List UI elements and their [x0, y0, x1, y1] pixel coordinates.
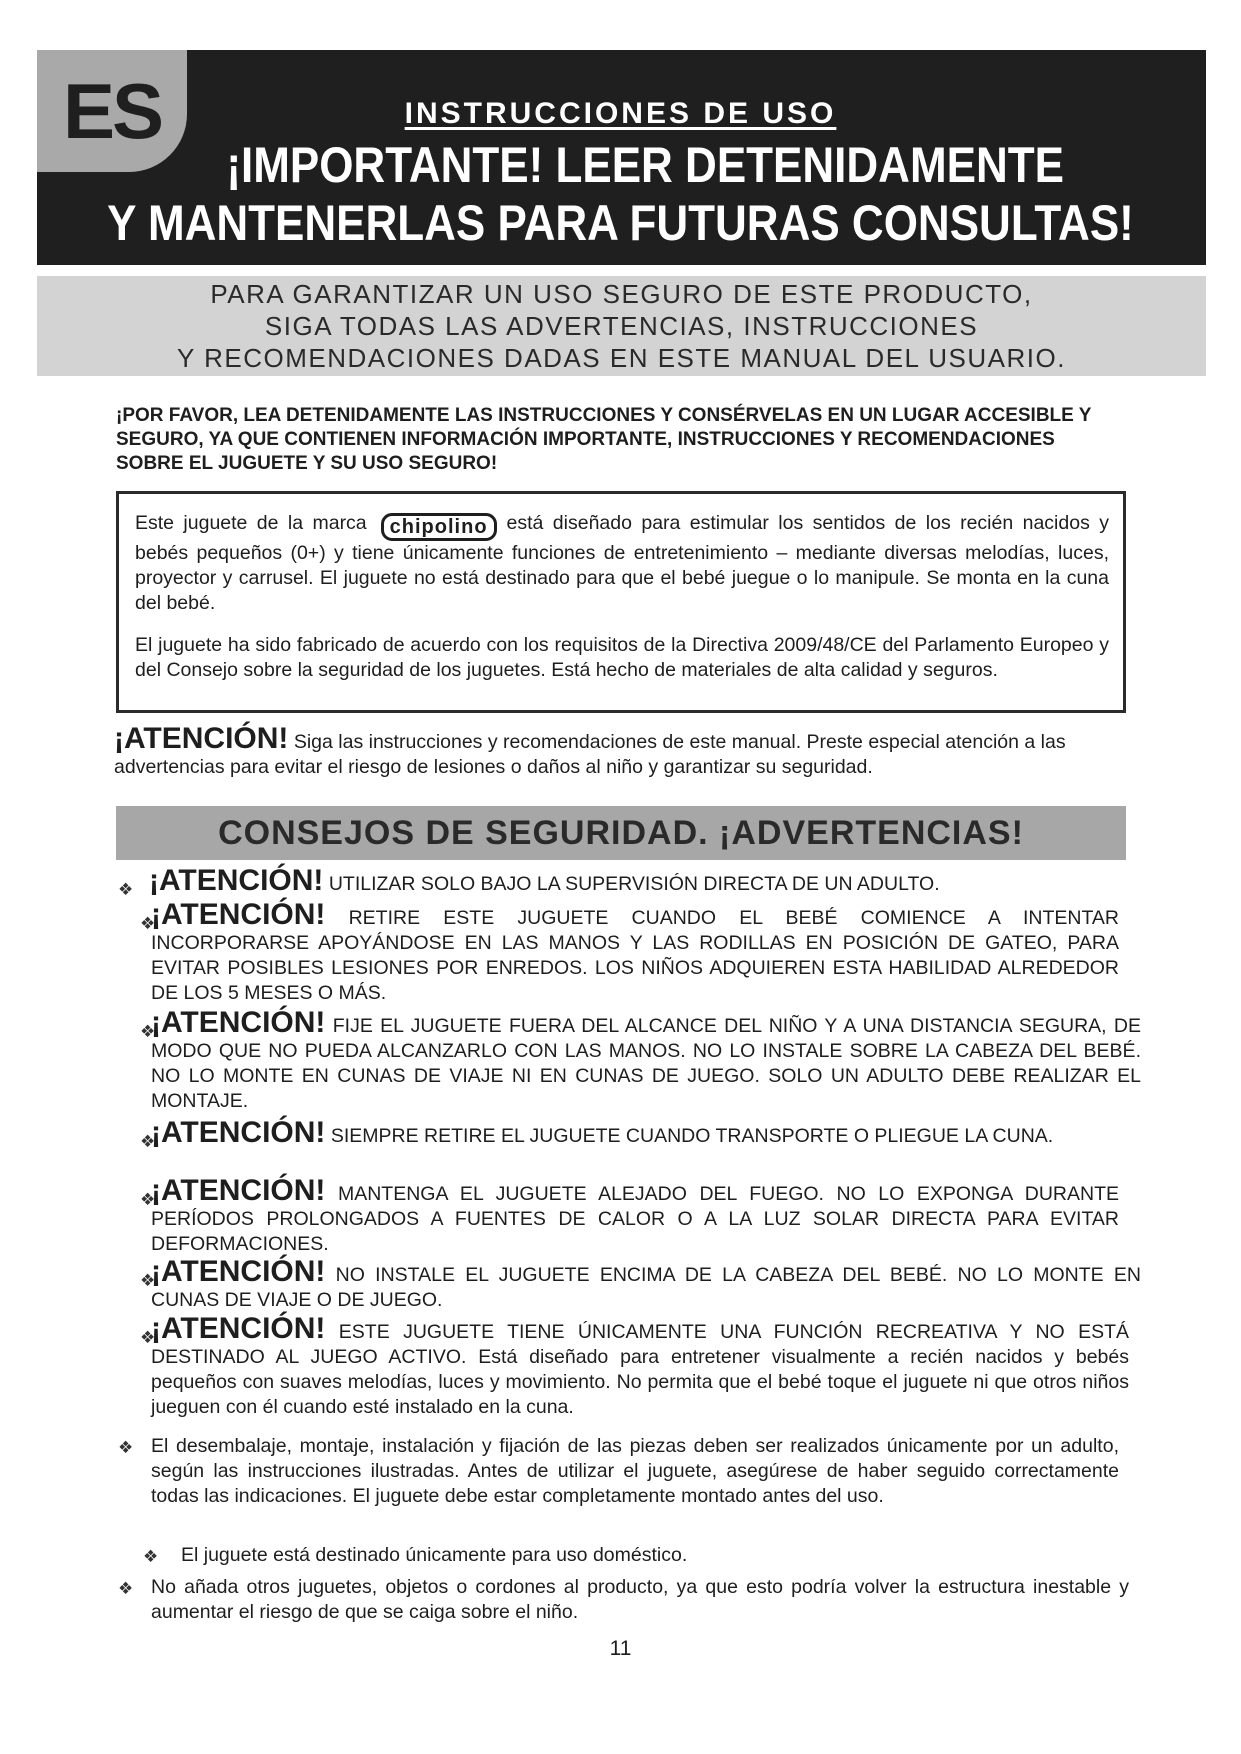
header-title-line2: Y MANTENERLAS PARA FUTURAS CONSULTAS! — [107, 195, 1134, 251]
warning-item — [151, 1116, 1119, 1149]
warning-item — [151, 1255, 1141, 1313]
warning-item — [151, 898, 1120, 1006]
warning-text: ESTE JUGUETE TIENE ÚNICAMENTE UNA FUNCIÓN RECREATIVA Y NO ESTÁ DESTINADO AL JUEGO ACTIVO. Está diseñado para entretener visualmente a recién nacidos y bebés pequeños con suaves melodías, luces y movimiento. No permita que el bebé toque el juguete ni que otros niños jueguen con él cuando esté instalado en la cuna. — [151, 1321, 1130, 1418]
warning-text: SIEMPRE RETIRE EL JUGUETE CUANDO TRANSPORTE O PLIEGUE LA CUNA. — [330, 1125, 1054, 1147]
diamond-bullet-icon: ❖ — [140, 1022, 156, 1041]
attention-paragraph — [114, 722, 1134, 780]
attention-text: Siga las instrucciones y recomendaciones de este manual. Preste especial atención a las advertencias para evitar el riesgo de lesiones o daños al niño y garantizar su seguridad. — [114, 731, 1066, 778]
page-number: 11 — [609, 1637, 632, 1660]
warning-label: ¡ATENCIÓN! — [151, 1312, 326, 1345]
diamond-bullet-icon: ❖ — [140, 914, 156, 933]
diamond-bullet-icon: ❖ — [140, 1190, 156, 1209]
language-tab: ES — [37, 50, 187, 172]
diamond-bullet-icon: ❖ — [140, 1271, 156, 1290]
warning-label: ¡ATENCIÓN! — [149, 864, 324, 897]
note-item: El juguete está destinado únicamente para uso doméstico. — [181, 1544, 688, 1566]
notice-line3: Y RECOMENDACIONES DADAS EN ESTE MANUAL DEL USUARIO. — [177, 343, 1066, 373]
warning-item — [149, 864, 1139, 897]
attention-label: ¡ATENCIÓN! — [114, 722, 289, 755]
warning-text: MANTENGA EL JUGUETE ALEJADO DEL FUEGO. NO LO EXPONGA DURANTE PERÍODOS PROLONGADOS A FUENTES DE CALOR O A LA LUZ SOLAR DIRECTA PARA EVITAR DEFORMACIONES. — [151, 1183, 1119, 1255]
diamond-bullet-icon: ❖ — [118, 880, 134, 899]
brand-logo: chipolino — [381, 513, 497, 541]
diamond-bullet-icon: ❖ — [118, 1579, 134, 1598]
description-rest: está diseñado para estimular los sentidos de los recién nacidos y bebés pequeños (0+) y tiene únicamente funciones de entretenimiento – mediante diversas melodías, luces, proyector y carrusel. El juguete no está destinado para que el bebé juegue o lo manipule. Se monta en la cuna del bebé. — [135, 512, 1109, 614]
diamond-bullet-icon: ❖ — [118, 1438, 134, 1457]
section-title: CONSEJOS DE SEGURIDAD. ¡ADVERTENCIAS! — [116, 806, 1126, 860]
header-title-line1: ¡IMPORTANTE! LEER DETENIDAMENTE — [226, 137, 1064, 193]
warning-item — [151, 1312, 1130, 1420]
warning-label: ¡ATENCIÓN! — [151, 898, 326, 931]
product-description-box — [116, 491, 1126, 713]
warning-item — [151, 1006, 1141, 1114]
warning-label: ¡ATENCIÓN! — [151, 1255, 326, 1288]
warning-label: ¡ATENCIÓN! — [151, 1116, 326, 1149]
diamond-bullet-icon: ❖ — [143, 1547, 159, 1566]
notice-line1: PARA GARANTIZAR UN USO SEGURO DE ESTE PRODUCTO, — [210, 279, 1033, 309]
notice-line2: SIGA TODAS LAS ADVERTENCIAS, INSTRUCCIONES — [264, 311, 979, 341]
safety-notice-band — [37, 276, 1206, 376]
diamond-bullet-icon: ❖ — [140, 1132, 156, 1151]
warning-text: FIJE EL JUGUETE FUERA DEL ALCANCE DEL NIÑO Y A UNA DISTANCIA SEGURA, DE MODO QUE NO PUEDA ALCANZARLO CON LAS MANOS. NO LO INSTALE SOBRE LA CABEZA DEL BEBÉ. NO LO MONTE EN CUNAS DE VIAJE NI EN CUNAS DE JUEGO. SOLO UN ADULTO DEBE REALIZAR EL MONTAJE. — [151, 1015, 1141, 1112]
header-subtitle: INSTRUCCIONES DE USO — [404, 97, 837, 130]
warning-text: RETIRE ESTE JUGUETE CUANDO EL BEBÉ COMIENCE A INTENTAR INCORPORARSE APOYÁNDOSE EN LAS MANOS Y LAS RODILLAS EN POSICIÓN DE GATEO, PARA EVITAR POSIBLES LESIONES POR ENREDOS. LOS NIÑOS ADQUIEREN ESTA HABILIDAD ALREDEDOR DE LOS 5 MESES O MÁS. — [151, 907, 1120, 1004]
warning-text: NO INSTALE EL JUGUETE ENCIMA DE LA CABEZA DEL BEBÉ. NO LO MONTE EN CUNAS DE VIAJE O DE JUEGO. — [151, 1264, 1141, 1311]
warning-text: UTILIZAR SOLO BAJO LA SUPERVISIÓN DIRECTA DE UN ADULTO. — [328, 873, 940, 895]
diamond-bullet-icon: ❖ — [140, 1328, 156, 1347]
description-intro: Este juguete de la marca — [135, 512, 367, 534]
warning-label: ¡ATENCIÓN! — [151, 1174, 326, 1207]
description-paragraph — [135, 511, 1109, 616]
please-read-paragraph: ¡POR FAVOR, LEA DETENIDAMENTE LAS INSTRUCCIONES Y CONSÉRVELAS EN UN LUGAR ACCESIBLE Y SEGURO, YA QUE CONTIENEN INFORMACIÓN IMPORTANTE, INSTRUCCIONES Y RECOMENDACIONES SOBRE EL JUGUETE Y SU USO SEGURO! — [116, 405, 1092, 474]
note-item: No añada otros juguetes, objetos o cordones al producto, ya que esto podría volver la estructura inestable y aumentar el riesgo de que se caiga sobre el niño. — [151, 1576, 1129, 1623]
note-item: El desembalaje, montaje, instalación y fijación de las piezas deben ser realizados únicamente por un adulto, según las instrucciones ilustradas. Antes de utilizar el juguete, asegúrese de haber seguido correctamente todas las indicaciones. El juguete debe estar completamente montado antes del uso. — [151, 1435, 1119, 1507]
directive-paragraph: El juguete ha sido fabricado de acuerdo con los requisitos de la Directiva 2009/48/CE del Parlamento Europeo y del Consejo sobre la seguridad de los juguetes. Está hecho de materiales de alta calidad y seguros. — [135, 634, 1109, 681]
warning-item — [151, 1174, 1119, 1257]
warning-label: ¡ATENCIÓN! — [151, 1006, 326, 1039]
